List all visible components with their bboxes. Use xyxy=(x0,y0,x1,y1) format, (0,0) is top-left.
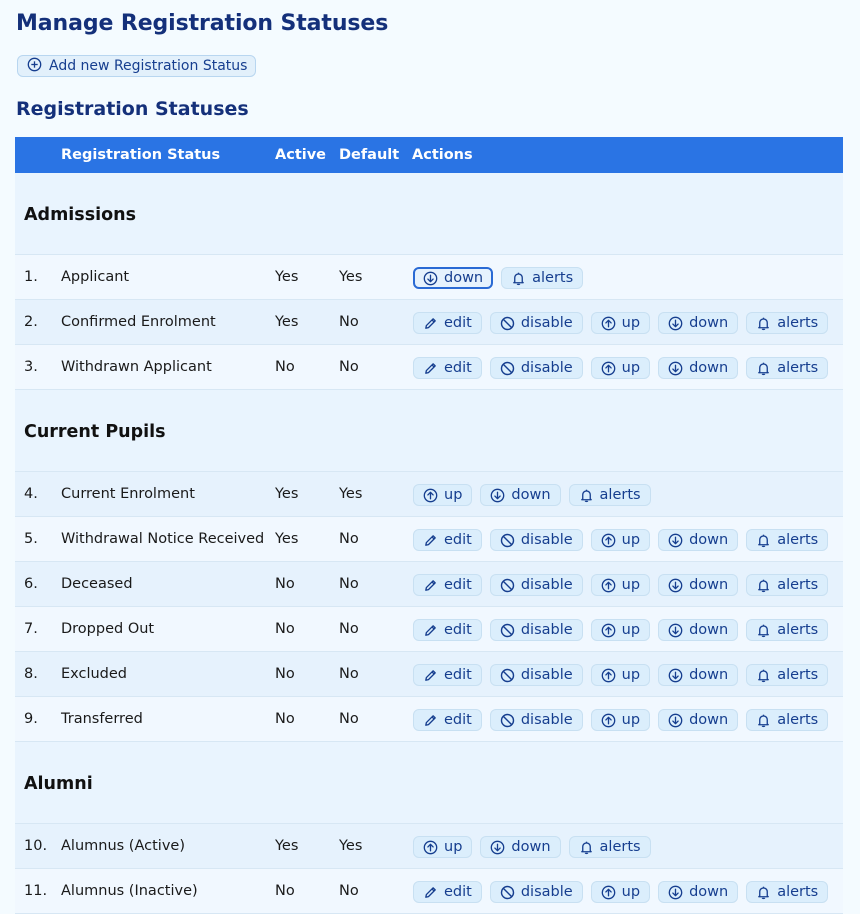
default-value-cell xyxy=(339,517,412,562)
actions-group xyxy=(413,573,843,595)
arrow-up-circle-icon xyxy=(423,840,438,855)
disable-label: disable xyxy=(520,360,573,376)
bell-icon xyxy=(756,885,771,900)
default-value: No xyxy=(339,314,359,330)
active-value-cell xyxy=(275,300,339,345)
default-value: Yes xyxy=(339,838,363,854)
alerts-button[interactable] xyxy=(746,881,828,903)
up-label: up xyxy=(621,360,641,376)
arrow-up-circle-icon xyxy=(601,885,616,900)
disable-button[interactable] xyxy=(490,619,583,641)
up-label: up xyxy=(621,532,641,548)
header-status: Registration Status xyxy=(61,137,275,173)
arrow-up-circle-icon xyxy=(601,533,616,548)
alerts-label: alerts xyxy=(777,712,819,728)
row-number: 6. xyxy=(24,576,38,592)
actions-group xyxy=(413,663,843,685)
group-cell xyxy=(15,173,843,255)
disable-button[interactable] xyxy=(490,709,583,731)
alerts-button[interactable] xyxy=(746,664,828,686)
row-number: 8. xyxy=(24,666,38,682)
actions-group xyxy=(413,618,843,640)
down-button[interactable] xyxy=(658,574,738,596)
down-label: down xyxy=(511,487,551,503)
alerts-button[interactable] xyxy=(569,836,651,858)
ban-icon xyxy=(500,885,515,900)
pencil-icon xyxy=(423,578,438,593)
default-value: No xyxy=(339,666,359,682)
status-name: Current Enrolment xyxy=(61,486,195,502)
alerts-label: alerts xyxy=(599,839,641,855)
row-number: 10. xyxy=(24,838,48,854)
actions-cell xyxy=(412,824,843,869)
bell-icon xyxy=(756,316,771,331)
arrow-down-circle-icon xyxy=(668,578,683,593)
down-button[interactable] xyxy=(658,664,738,686)
row-number: 7. xyxy=(24,621,38,637)
down-label: down xyxy=(689,884,729,900)
default-value-cell xyxy=(339,345,412,390)
up-button[interactable] xyxy=(591,574,650,596)
up-button[interactable] xyxy=(591,529,650,551)
arrow-down-circle-icon xyxy=(668,668,683,683)
pencil-icon xyxy=(423,361,438,376)
status-name: Deceased xyxy=(61,576,133,592)
active-value: No xyxy=(275,576,295,592)
row-number: 5. xyxy=(24,531,38,547)
bell-icon xyxy=(756,578,771,593)
arrow-down-circle-icon xyxy=(668,713,683,728)
down-button[interactable] xyxy=(480,836,560,858)
pencil-icon xyxy=(423,533,438,548)
disable-button[interactable] xyxy=(490,312,583,334)
alerts-label: alerts xyxy=(777,532,819,548)
plus-circle-icon xyxy=(27,57,42,76)
up-button[interactable] xyxy=(413,836,472,858)
table-row xyxy=(15,652,843,697)
status-name: Excluded xyxy=(61,666,128,682)
arrow-down-circle-icon xyxy=(423,271,438,286)
status-name-cell xyxy=(61,472,275,517)
status-name: Applicant xyxy=(61,269,130,285)
active-value-cell xyxy=(275,824,339,869)
pencil-icon xyxy=(423,885,438,900)
add-button-label: Add new Registration Status xyxy=(49,58,248,74)
edit-label: edit xyxy=(444,667,472,683)
down-label: down xyxy=(689,532,729,548)
table-row xyxy=(15,255,843,300)
disable-button[interactable] xyxy=(490,357,583,379)
down-label: down xyxy=(689,622,729,638)
alerts-button[interactable] xyxy=(746,709,828,731)
down-button[interactable] xyxy=(658,529,738,551)
default-value: No xyxy=(339,359,359,375)
bell-icon xyxy=(756,361,771,376)
active-value: No xyxy=(275,711,295,727)
default-value: No xyxy=(339,621,359,637)
up-button[interactable] xyxy=(591,619,650,641)
ban-icon xyxy=(500,623,515,638)
actions-group xyxy=(413,356,843,378)
bell-icon xyxy=(511,271,526,286)
actions-cell xyxy=(412,652,843,697)
status-name: Alumnus (Active) xyxy=(61,838,185,854)
up-label: up xyxy=(621,577,641,593)
actions-group xyxy=(413,880,843,902)
edit-label: edit xyxy=(444,622,472,638)
table-row xyxy=(15,607,843,652)
down-label: down xyxy=(511,839,551,855)
pencil-icon xyxy=(423,668,438,683)
active-value-cell xyxy=(275,869,339,914)
row-number-cell xyxy=(15,345,61,390)
active-value-cell xyxy=(275,472,339,517)
active-value: Yes xyxy=(275,314,299,330)
up-label: up xyxy=(621,315,641,331)
disable-label: disable xyxy=(520,712,573,728)
down-button[interactable] xyxy=(658,312,738,334)
status-name-cell xyxy=(61,697,275,742)
default-value-cell xyxy=(339,562,412,607)
alerts-button[interactable] xyxy=(746,619,828,641)
group-title: Admissions xyxy=(24,204,137,225)
row-number-cell xyxy=(15,300,61,345)
active-value: No xyxy=(275,621,295,637)
alerts-label: alerts xyxy=(599,487,641,503)
pencil-icon xyxy=(423,713,438,728)
active-value-cell xyxy=(275,255,339,300)
group-row xyxy=(15,742,843,824)
alerts-button[interactable] xyxy=(746,357,828,379)
bell-icon xyxy=(579,488,594,503)
status-name-cell xyxy=(61,300,275,345)
arrow-up-circle-icon xyxy=(601,316,616,331)
row-number: 3. xyxy=(24,359,38,375)
group-title: Current Pupils xyxy=(24,421,166,442)
edit-button[interactable] xyxy=(413,881,482,903)
alerts-label: alerts xyxy=(777,315,819,331)
status-name: Dropped Out xyxy=(61,621,155,637)
row-number-cell xyxy=(15,255,61,300)
alerts-label: alerts xyxy=(777,622,819,638)
arrow-up-circle-icon xyxy=(601,578,616,593)
actions-group xyxy=(413,483,843,505)
default-value: Yes xyxy=(339,269,363,285)
actions-group xyxy=(413,835,843,857)
actions-cell xyxy=(412,517,843,562)
default-value: Yes xyxy=(339,486,363,502)
group-cell xyxy=(15,742,843,824)
table-row xyxy=(15,562,843,607)
status-name-cell xyxy=(61,652,275,697)
up-label: up xyxy=(444,839,463,855)
active-value: Yes xyxy=(275,838,299,854)
pencil-icon xyxy=(423,316,438,331)
active-value-cell xyxy=(275,517,339,562)
default-value: No xyxy=(339,883,359,899)
disable-button[interactable] xyxy=(490,574,583,596)
up-button[interactable] xyxy=(591,357,650,379)
status-name: Alumnus (Inactive) xyxy=(61,883,198,899)
disable-button[interactable] xyxy=(490,881,583,903)
edit-label: edit xyxy=(444,315,472,331)
alerts-label: alerts xyxy=(777,884,819,900)
active-value: Yes xyxy=(275,269,299,285)
arrow-down-circle-icon xyxy=(490,488,505,503)
active-value-cell xyxy=(275,345,339,390)
up-button[interactable] xyxy=(591,881,650,903)
table-body xyxy=(15,173,843,914)
arrow-down-circle-icon xyxy=(668,361,683,376)
bell-icon xyxy=(756,533,771,548)
edit-label: edit xyxy=(444,577,472,593)
row-number-cell xyxy=(15,869,61,914)
up-label: up xyxy=(621,884,641,900)
default-value-cell xyxy=(339,697,412,742)
table-row xyxy=(15,345,843,390)
row-number-cell xyxy=(15,652,61,697)
header-default: Default xyxy=(339,137,412,173)
alerts-label: alerts xyxy=(777,360,819,376)
arrow-up-circle-icon xyxy=(423,488,438,503)
disable-label: disable xyxy=(520,884,573,900)
actions-cell xyxy=(412,562,843,607)
actions-cell xyxy=(412,300,843,345)
down-label: down xyxy=(689,360,729,376)
table-row xyxy=(15,697,843,742)
bell-icon xyxy=(756,623,771,638)
active-value: Yes xyxy=(275,486,299,502)
down-label: down xyxy=(689,712,729,728)
disable-label: disable xyxy=(520,667,573,683)
status-name: Confirmed Enrolment xyxy=(61,314,216,330)
arrow-down-circle-icon xyxy=(490,840,505,855)
row-number-cell xyxy=(15,517,61,562)
active-value: No xyxy=(275,883,295,899)
add-registration-status-button[interactable] xyxy=(17,55,256,77)
active-value: No xyxy=(275,666,295,682)
down-button[interactable] xyxy=(413,267,493,289)
table-row xyxy=(15,472,843,517)
group-row xyxy=(15,390,843,472)
default-value-cell xyxy=(339,607,412,652)
actions-cell xyxy=(412,255,843,300)
group-row xyxy=(15,173,843,255)
down-button[interactable] xyxy=(480,484,560,506)
up-label: up xyxy=(444,487,463,503)
arrow-up-circle-icon xyxy=(601,623,616,638)
edit-label: edit xyxy=(444,360,472,376)
arrow-up-circle-icon xyxy=(601,668,616,683)
bell-icon xyxy=(756,713,771,728)
status-name-cell xyxy=(61,562,275,607)
alerts-button[interactable] xyxy=(569,484,651,506)
default-value: No xyxy=(339,531,359,547)
default-value-cell xyxy=(339,472,412,517)
default-value-cell xyxy=(339,652,412,697)
registration-status-table xyxy=(15,137,843,914)
down-button[interactable] xyxy=(658,357,738,379)
default-value-cell xyxy=(339,869,412,914)
alerts-label: alerts xyxy=(532,270,574,286)
alerts-label: alerts xyxy=(777,667,819,683)
disable-label: disable xyxy=(520,315,573,331)
default-value-cell xyxy=(339,255,412,300)
actions-group xyxy=(413,708,843,730)
arrow-up-circle-icon xyxy=(601,713,616,728)
group-cell xyxy=(15,390,843,472)
edit-button[interactable] xyxy=(413,574,482,596)
actions-cell xyxy=(412,869,843,914)
alerts-button[interactable] xyxy=(746,529,828,551)
status-name-cell xyxy=(61,255,275,300)
ban-icon xyxy=(500,578,515,593)
actions-cell xyxy=(412,345,843,390)
actions-cell xyxy=(412,607,843,652)
actions-cell xyxy=(412,697,843,742)
edit-button[interactable] xyxy=(413,529,482,551)
arrow-down-circle-icon xyxy=(668,316,683,331)
row-number-cell xyxy=(15,824,61,869)
status-name-cell xyxy=(61,517,275,562)
down-button[interactable] xyxy=(658,619,738,641)
down-label: down xyxy=(689,577,729,593)
active-value-cell xyxy=(275,697,339,742)
active-value-cell xyxy=(275,607,339,652)
edit-label: edit xyxy=(444,884,472,900)
active-value: Yes xyxy=(275,531,299,547)
row-number: 2. xyxy=(24,314,38,330)
up-label: up xyxy=(621,667,641,683)
status-name-cell xyxy=(61,345,275,390)
default-value: No xyxy=(339,711,359,727)
row-number: 9. xyxy=(24,711,38,727)
default-value-cell xyxy=(339,824,412,869)
alerts-button[interactable] xyxy=(746,574,828,596)
up-label: up xyxy=(621,622,641,638)
table-row xyxy=(15,869,843,914)
arrow-down-circle-icon xyxy=(668,885,683,900)
row-number-cell xyxy=(15,472,61,517)
ban-icon xyxy=(500,316,515,331)
ban-icon xyxy=(500,361,515,376)
down-label: down xyxy=(689,315,729,331)
up-label: up xyxy=(621,712,641,728)
up-button[interactable] xyxy=(591,664,650,686)
edit-label: edit xyxy=(444,532,472,548)
up-button[interactable] xyxy=(591,709,650,731)
down-label: down xyxy=(444,270,484,286)
default-value: No xyxy=(339,576,359,592)
up-button[interactable] xyxy=(413,484,472,506)
ban-icon xyxy=(500,668,515,683)
disable-label: disable xyxy=(520,532,573,548)
row-number: 4. xyxy=(24,486,38,502)
page-title: Manage Registration Statuses xyxy=(16,11,389,36)
pencil-icon xyxy=(423,623,438,638)
alerts-button[interactable] xyxy=(501,267,583,289)
row-number-cell xyxy=(15,562,61,607)
row-number-cell xyxy=(15,697,61,742)
active-value-cell xyxy=(275,562,339,607)
row-number: 1. xyxy=(24,269,38,285)
status-name: Transferred xyxy=(61,711,143,727)
edit-button[interactable] xyxy=(413,312,482,334)
alerts-button[interactable] xyxy=(746,312,828,334)
up-button[interactable] xyxy=(591,312,650,334)
arrow-down-circle-icon xyxy=(668,623,683,638)
table-row xyxy=(15,300,843,345)
status-name: Withdrawn Applicant xyxy=(61,359,212,375)
default-value-cell xyxy=(339,300,412,345)
status-name-cell xyxy=(61,607,275,652)
header-actions: Actions xyxy=(412,137,843,173)
edit-button[interactable] xyxy=(413,709,482,731)
table-header-row xyxy=(15,137,843,173)
down-button[interactable] xyxy=(658,709,738,731)
arrow-up-circle-icon xyxy=(601,361,616,376)
edit-button[interactable] xyxy=(413,619,482,641)
down-button[interactable] xyxy=(658,881,738,903)
active-value: No xyxy=(275,359,295,375)
disable-button[interactable] xyxy=(490,664,583,686)
actions-cell xyxy=(412,472,843,517)
actions-group xyxy=(413,266,843,288)
edit-button[interactable] xyxy=(413,357,482,379)
actions-group xyxy=(413,311,843,333)
row-number: 11. xyxy=(24,883,48,899)
section-title: Registration Statuses xyxy=(16,98,249,120)
edit-button[interactable] xyxy=(413,664,482,686)
disable-button[interactable] xyxy=(490,529,583,551)
row-number-cell xyxy=(15,607,61,652)
ban-icon xyxy=(500,713,515,728)
bell-icon xyxy=(579,840,594,855)
status-name: Withdrawal Notice Received xyxy=(61,531,265,547)
disable-label: disable xyxy=(520,622,573,638)
active-value-cell xyxy=(275,652,339,697)
table-row xyxy=(15,517,843,562)
edit-label: edit xyxy=(444,712,472,728)
ban-icon xyxy=(500,533,515,548)
bell-icon xyxy=(756,668,771,683)
down-label: down xyxy=(689,667,729,683)
status-name-cell xyxy=(61,824,275,869)
disable-label: disable xyxy=(520,577,573,593)
actions-group xyxy=(413,528,843,550)
status-name-cell xyxy=(61,869,275,914)
group-title: Alumni xyxy=(24,773,93,794)
header-number xyxy=(15,137,61,173)
header-active: Active xyxy=(275,137,339,173)
alerts-label: alerts xyxy=(777,577,819,593)
arrow-down-circle-icon xyxy=(668,533,683,548)
table-row xyxy=(15,824,843,869)
